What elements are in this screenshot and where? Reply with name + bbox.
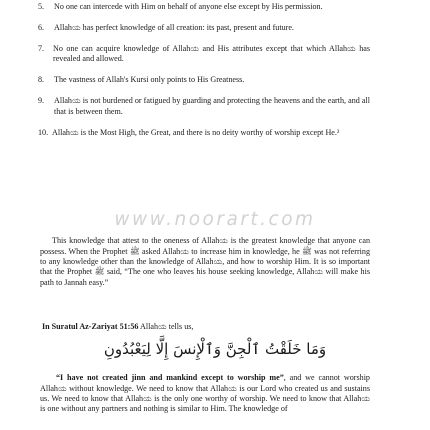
list-item-text: Allahಯ is not burdened or fatigued by guarding and protecting the heavens and the earth, and all that is between them. xyxy=(54,96,370,116)
verse-translation: “I have not created jinn and mankind except to worship me” xyxy=(56,373,284,383)
surah-reference: In Suratul Az-Zariyat 51:56 xyxy=(42,322,139,331)
list-item-number: 9. xyxy=(38,96,45,106)
numbered-list xyxy=(38,2,370,149)
list-item xyxy=(38,23,370,33)
list-item xyxy=(38,44,370,65)
list-item-number: 5. xyxy=(38,2,45,11)
list-item-number: 7. xyxy=(38,44,45,53)
paragraph-worship-text: , and we cannot worship Allahಯ without knowledge. We need to know that Allahಯ is our Lord who created us and sustains us. We need to know that Allahಯ is the only one worthy of worship. We need to know that Allahಯ is one without any partners and nothing is similar to Him. The knowledge of xyxy=(40,373,370,414)
list-item-text: No one can acquire knowledge of Allahಯ and His attributes except that which Allahಯ has revealed and allowed. xyxy=(53,44,370,64)
list-item-text: Allahಯ is the Most High, the Great, and there is no deity worthy of worship except He.² xyxy=(52,127,340,137)
list-item xyxy=(38,75,370,85)
list-item xyxy=(38,96,370,117)
verse-intro xyxy=(42,322,193,332)
list-item-number: 6. xyxy=(38,23,45,32)
watermark: www.noorart.com xyxy=(114,209,316,230)
list-item xyxy=(38,128,370,138)
arabic-verse: وَمَا خَلَقْتُ ٱلْجِنَّ وَٱلْإِنسَ إِلَّا لِيَعْبُدُونِ xyxy=(103,340,327,358)
list-item-number: 10. xyxy=(38,127,49,137)
list-item-text: Allahಯ has perfect knowledge of all creation: its past, present and future. xyxy=(54,23,294,32)
list-item xyxy=(38,2,370,12)
list-item-text: No one can intercede with Him on behalf of anyone else except by His permission. xyxy=(54,2,323,11)
paragraph-worship xyxy=(40,373,370,415)
verse-intro-text: Allahಯ tells us, xyxy=(138,322,194,331)
paragraph-knowledge: This knowledge that attest to the oneness of Allahಯ is the greatest knowledge that anyone can possess. When the Prophet ﷺ asked Allahಯ to increase him in knowledge, he ﷺ was not referring to any knowledge other than the knowledge of Allahಯ, and how to worship Him. It is so important that the Prophet ﷺ said, “The one who leaves his house seeking knowledge, Allahಯ will make his path to Jannah easy.” xyxy=(40,236,370,287)
list-item-number: 8. xyxy=(38,75,45,85)
list-item-text: The vastness of Allah's Kursi only points to His Greatness. xyxy=(54,75,245,85)
